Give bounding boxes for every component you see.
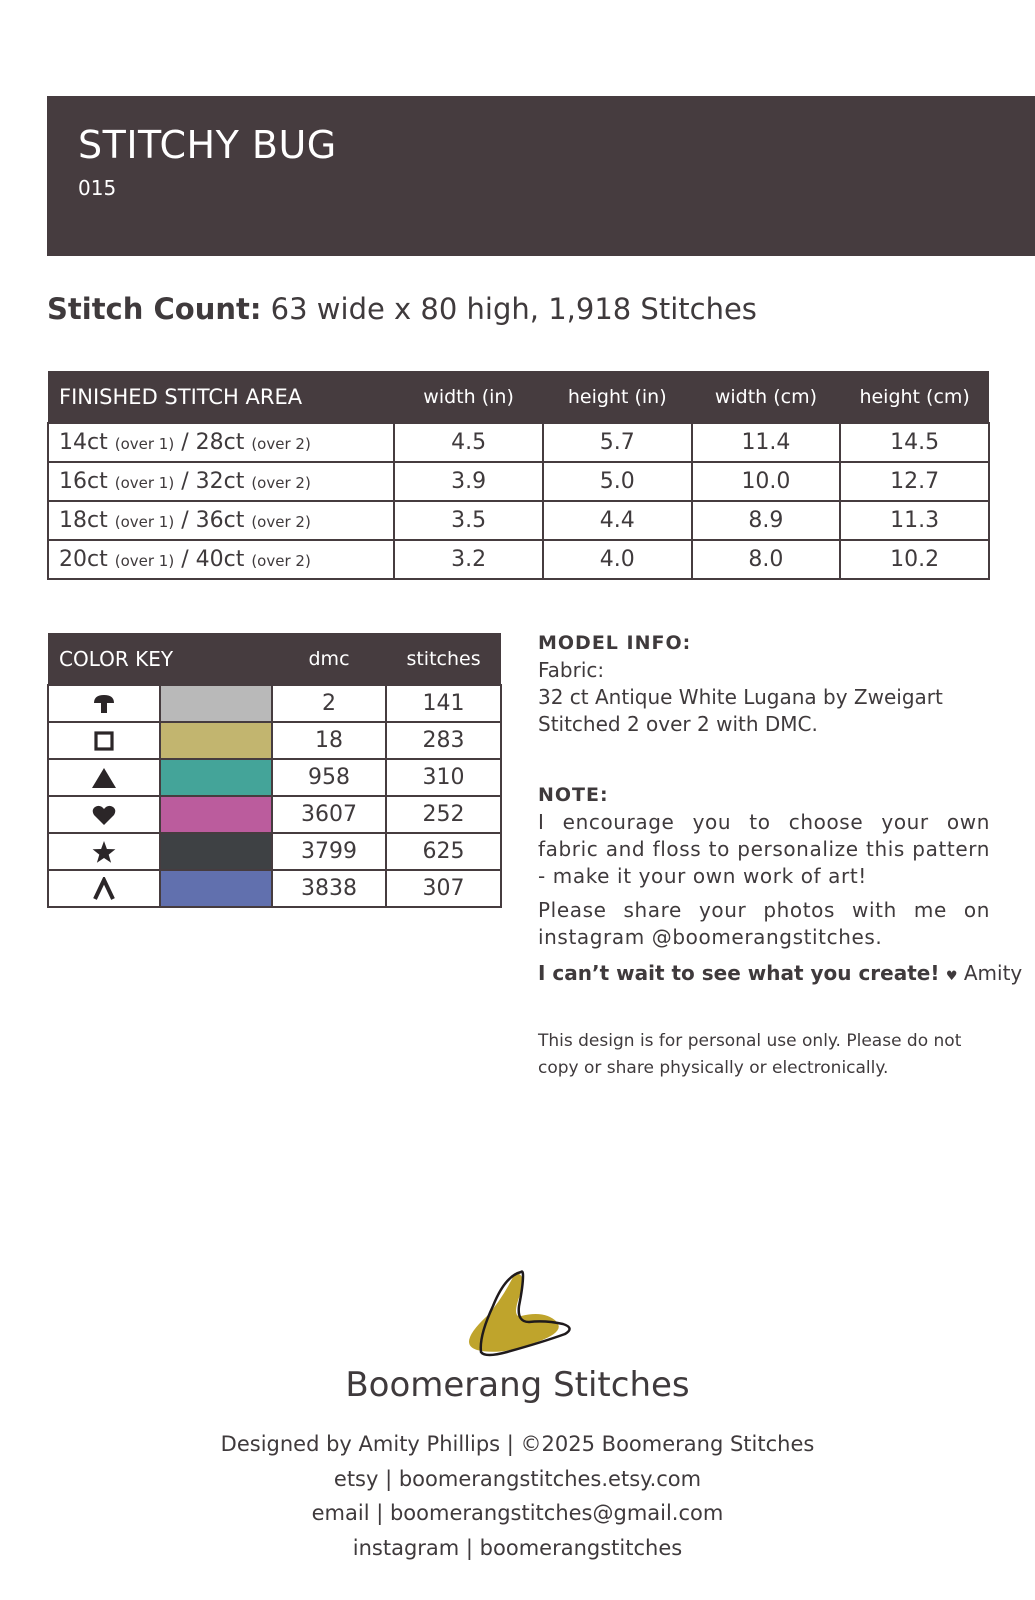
footer — [0, 1427, 1035, 1565]
stitch-count-label: Stitch Count: — [47, 292, 262, 326]
disclaimer — [538, 1028, 990, 1082]
pattern-number: 015 — [78, 176, 117, 200]
count-over-2: 40ct — [195, 547, 245, 572]
dmc-cell: 958 — [272, 759, 386, 796]
footer-designer-line: Designed by Amity Phillips | ©2025 Boomerang Stitches — [220, 1432, 815, 1456]
over-2-note: (over 2) — [251, 552, 311, 570]
color-swatch-cell — [160, 722, 272, 759]
color-swatch — [161, 834, 271, 869]
height-cm-cell: 12.7 — [840, 462, 989, 501]
width-cm-cell: 10.0 — [692, 462, 841, 501]
count-over-1: 16ct — [59, 469, 108, 494]
count-over-1: 14ct — [59, 430, 108, 455]
mushroom-icon — [93, 693, 115, 715]
width-in-cell: 4.5 — [394, 423, 543, 462]
footer-etsy-line: etsy | boomerangstitches.etsy.com — [333, 1466, 702, 1491]
symbol-cell — [48, 870, 160, 907]
fabric-count-cell — [48, 462, 394, 501]
footer-instagram-line: instagram | boomerangstitches — [352, 1535, 683, 1560]
closing-bold-text: I can’t wait to see what you create! — [538, 961, 940, 985]
star-icon — [92, 840, 116, 864]
table-row — [48, 540, 989, 579]
stitch-count — [47, 292, 757, 326]
width-in-cell: 3.9 — [394, 462, 543, 501]
color-row — [48, 685, 501, 722]
color-swatch — [161, 797, 271, 832]
over-1-note: (over 1) — [114, 552, 175, 570]
symbol-cell — [48, 685, 160, 722]
closing-line — [538, 960, 1023, 990]
separator: / — [181, 547, 189, 572]
finished-stitch-area-table — [47, 371, 990, 580]
heart-glyph: ♥ — [945, 969, 958, 984]
model-info-line: Fabric: — [538, 658, 605, 682]
column-header: height (cm) — [840, 371, 989, 423]
height-in-cell: 5.0 — [543, 462, 692, 501]
color-row — [48, 833, 501, 870]
height-in-cell: 4.4 — [543, 501, 692, 540]
color-swatch-cell — [160, 833, 272, 870]
color-row — [48, 722, 501, 759]
height-in-cell: 4.0 — [543, 540, 692, 579]
color-swatch — [161, 871, 271, 906]
symbol-cell — [48, 722, 160, 759]
disclaimer-text: This design is for personal use only. Please do not copy or share physically or electronically. — [538, 1031, 962, 1078]
height-in-cell: 5.7 — [543, 423, 692, 462]
table-header-row — [48, 371, 989, 423]
table-row — [48, 501, 989, 540]
model-info-line: Stitched 2 over 2 with DMC. — [538, 712, 818, 736]
width-cm-cell: 8.0 — [692, 540, 841, 579]
color-row — [48, 759, 501, 796]
color-swatch — [161, 686, 271, 721]
color-key-table — [47, 633, 502, 908]
color-swatch-cell — [160, 759, 272, 796]
note-paragraph: I encourage you to choose your own fabric and floss to personalize this pattern - make it your own work of art! — [538, 810, 990, 888]
column-header: FINISHED STITCH AREA — [48, 371, 394, 423]
width-in-cell: 3.5 — [394, 501, 543, 540]
caret-icon — [92, 877, 116, 901]
stitches-cell: 141 — [386, 685, 501, 722]
model-info-line: 32 ct Antique White Lugana by Zweigart — [538, 685, 943, 709]
fabric-count-cell — [48, 540, 394, 579]
footer-email-line: email | boomerangstitches@gmail.com — [311, 1501, 724, 1525]
color-swatch-cell — [160, 870, 272, 907]
brand-name: Boomerang Stitches — [345, 1365, 690, 1405]
color-row — [48, 796, 501, 833]
column-header: width (in) — [394, 371, 543, 423]
color-swatch — [161, 723, 271, 758]
stitches-cell: 310 — [386, 759, 501, 796]
column-header: width (cm) — [692, 371, 841, 423]
symbol-cell — [48, 796, 160, 833]
fabric-count-cell — [48, 423, 394, 462]
width-cm-cell: 8.9 — [692, 501, 841, 540]
height-cm-cell: 14.5 — [840, 423, 989, 462]
stitches-cell: 252 — [386, 796, 501, 833]
note — [538, 782, 1023, 990]
stitches-header: stitches — [386, 633, 501, 685]
height-cm-cell: 11.3 — [840, 501, 989, 540]
table-row — [48, 423, 989, 462]
column-header: height (in) — [543, 371, 692, 423]
dmc-cell: 18 — [272, 722, 386, 759]
over-2-note: (over 2) — [251, 474, 311, 492]
count-over-2: 28ct — [195, 430, 245, 455]
stitches-cell: 283 — [386, 722, 501, 759]
stitches-cell: 307 — [386, 870, 501, 907]
count-over-1: 18ct — [59, 508, 108, 533]
dmc-cell: 3799 — [272, 833, 386, 870]
separator: / — [181, 430, 189, 455]
count-over-1: 20ct — [59, 547, 108, 572]
symbol-cell — [48, 833, 160, 870]
model-info-heading: MODEL INFO: — [538, 632, 692, 654]
count-over-2: 36ct — [195, 508, 245, 533]
over-1-note: (over 1) — [114, 474, 175, 492]
model-info — [538, 630, 990, 738]
fabric-count-cell — [48, 501, 394, 540]
height-cm-cell: 10.2 — [840, 540, 989, 579]
over-1-note: (over 1) — [114, 513, 175, 531]
color-swatch-cell — [160, 796, 272, 833]
over-2-note: (over 2) — [251, 435, 311, 453]
square-icon — [93, 730, 115, 752]
dmc-cell: 3838 — [272, 870, 386, 907]
width-in-cell: 3.2 — [394, 540, 543, 579]
note-heading: NOTE: — [538, 784, 609, 806]
color-row — [48, 870, 501, 907]
separator: / — [181, 508, 189, 533]
stitches-cell: 625 — [386, 833, 501, 870]
boomerang-logo — [465, 1268, 585, 1360]
over-1-note: (over 1) — [114, 435, 175, 453]
separator: / — [181, 469, 189, 494]
dmc-cell: 2 — [272, 685, 386, 722]
over-2-note: (over 2) — [251, 513, 311, 531]
heart-icon — [92, 804, 116, 826]
width-cm-cell: 11.4 — [692, 423, 841, 462]
color-swatch-cell — [160, 685, 272, 722]
share-paragraph: Please share your photos with me on instagram @boomerangstitches. — [538, 898, 990, 949]
color-key-header: COLOR KEY — [48, 633, 272, 685]
signature-name: Amity — [963, 961, 1023, 985]
count-over-2: 32ct — [195, 469, 245, 494]
triangle-icon — [91, 767, 117, 789]
table-row — [48, 462, 989, 501]
table-header-row — [48, 633, 501, 685]
stitch-count-value: 63 wide x 80 high, 1,918 Stitches — [270, 292, 757, 326]
pattern-title: STITCHY BUG — [78, 123, 337, 167]
pattern-header — [47, 96, 1035, 256]
symbol-cell — [48, 759, 160, 796]
dmc-header: dmc — [272, 633, 386, 685]
dmc-cell: 3607 — [272, 796, 386, 833]
color-swatch — [161, 760, 271, 795]
